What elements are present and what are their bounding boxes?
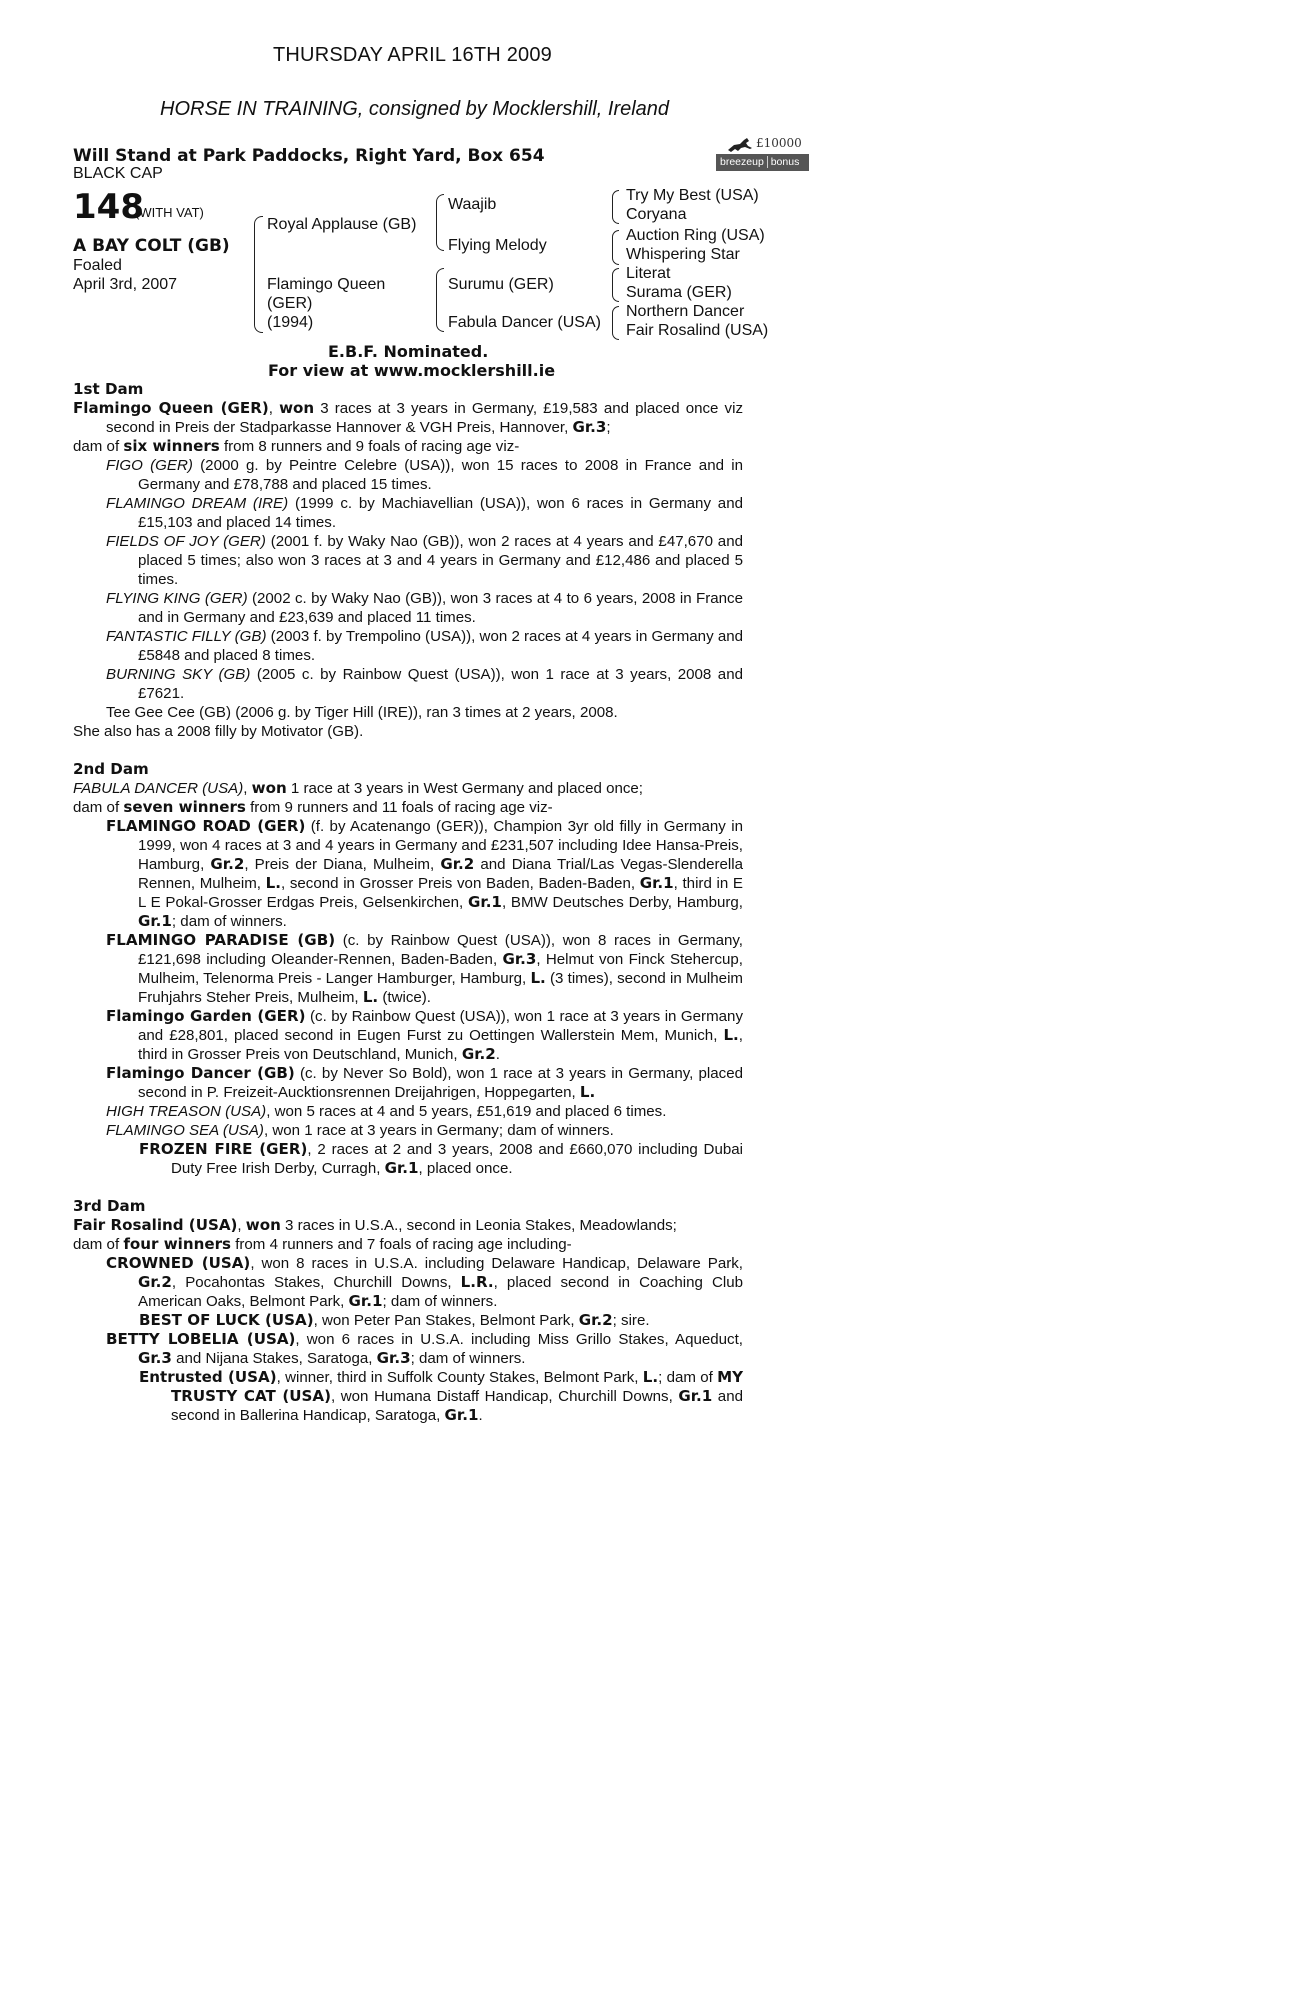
- logo-breezeup-text: breezeup: [720, 156, 764, 168]
- first-dam-also: She also has a 2008 filly by Motivator (GB).: [73, 723, 364, 740]
- pedigree-dam-sire: Surumu (GER): [448, 276, 554, 293]
- list-item: HIGH TREASON (USA), won 5 races at 4 and 5 years, £51,619 and placed 6 times.: [106, 1103, 667, 1120]
- list-item: FLAMINGO PARADISE (GB) (c. by Rainbow Quest (USA)), won 8 races in Germany, £121,698 including Oleander-Rennen, Baden-Baden, Gr.3, Helmut von Finck Stehercup, Mulheim, Telenorma Preis - Langer Hamburger, Hamburg, L. (3 times), second in Mulheim Fruhjahrs Steher Preis, Mulheim, L. (twice).: [106, 931, 743, 1006]
- pedigree-dam-line2: (GER): [267, 295, 313, 312]
- list-item: FROZEN FIRE (GER), 2 races at 2 and 3 years, 2008 and £660,070 including Dubai Duty Free Irish Derby, Curragh, Gr.1, placed once.: [139, 1140, 743, 1177]
- second-dam-summary: FABULA DANCER (USA), won 1 race at 3 years in West Germany and placed once;: [73, 779, 643, 797]
- list-item: Flamingo Dancer (GB) (c. by Never So Bold), won 1 race at 3 years in Germany, placed second in P. Freizeit-Aucktionsrennen Dreijahrigen, Hoppegarten, L.: [106, 1064, 744, 1101]
- foaled-date: April 3rd, 2007: [73, 276, 178, 293]
- lot-name: A BAY COLT (GB): [73, 236, 230, 256]
- pedigree-brace-g2: [612, 230, 619, 265]
- list-item: BETTY LOBELIA (USA), won 6 races in U.S.A. including Miss Grillo Stakes, Aqueduct, Gr.3 and Nijana Stakes, Saratoga, Gr.3; dam of winners.: [106, 1330, 743, 1367]
- vat-note: (WITH VAT): [135, 205, 204, 220]
- ebf-nominated: E.B.F. Nominated.: [328, 342, 489, 361]
- consignor-line: HORSE IN TRAINING, consigned by Mocklershill, Ireland: [160, 98, 670, 120]
- list-item: FIGO (GER) (2000 g. by Peintre Celebre (USA)), won 15 races to 2008 in France and in Germany and £78,788 and placed 15 times.: [106, 457, 743, 493]
- pedigree-ggs8: Fair Rosalind (USA): [626, 322, 769, 339]
- list-item: FLAMINGO ROAD (GER) (f. by Acatenango (GER)), Champion 3yr old filly in Germany in 1999, won 4 races at 3 and 4 years in Germany and £231,507 including Idee Hansa-Preis, Hamburg, Gr.2, Preis der Diana, Mulheim, Gr.2 and Diana Trial/Las Vegas-Slenderella Rennen, Mulheim, L., second in Grosser Preis von Baden, Baden-Baden, Gr.1, third in E L E Pokal-Grosser Erdgas Preis, Gelsenkirchen, Gr.1, BMW Deutsches Derby, Hamburg, Gr.1; dam of winners.: [106, 817, 743, 930]
- sale-date: THURSDAY APRIL 16TH 2009: [273, 44, 552, 66]
- list-item: BEST OF LUCK (USA), won Peter Pan Stakes, Belmont Park, Gr.2; sire.: [139, 1311, 650, 1329]
- pedigree-ggs2: Coryana: [626, 206, 687, 223]
- list-item: FIELDS OF JOY (GER) (2001 f. by Waky Nao (GB)), won 2 races at 4 years and £47,670 and placed 5 times; also won 3 races at 3 and 4 years in Germany and £12,486 and placed 5 times.: [106, 533, 743, 588]
- pedigree-sire-dam: Flying Melody: [448, 237, 547, 254]
- logo-bonus-text: bonus: [767, 156, 800, 168]
- catalogue-body: [73, 380, 743, 1425]
- second-dam-heading: 2nd Dam: [73, 760, 149, 778]
- list-item: Tee Gee Cee (GB) (2006 g. by Tiger Hill (IRE)), ran 3 times at 2 years, 2008.: [106, 704, 618, 721]
- list-item: FLAMINGO SEA (USA), won 1 race at 3 years in Germany; dam of winners.: [106, 1122, 614, 1139]
- pedigree-dam-line1: Flamingo Queen: [267, 276, 386, 293]
- pedigree-ggs6: Surama (GER): [626, 284, 732, 301]
- pedigree-sire: Royal Applause (GB): [267, 216, 417, 233]
- third-dam-produce-line: dam of four winners from 4 runners and 7 foals of racing age including-: [73, 1235, 572, 1253]
- list-item: FLYING KING (GER) (2002 c. by Waky Nao (GB)), won 3 races at 4 to 6 years, 2008 in France and in Germany and £23,639 and placed 11 times.: [106, 590, 743, 626]
- list-item: FLAMINGO DREAM (IRE) (1999 c. by Machiavellian (USA)), won 6 races in Germany and £15,103 and placed 14 times.: [106, 495, 743, 531]
- lot-number: 148: [73, 187, 144, 227]
- first-dam-produce-line: dam of six winners from 8 runners and 9 foals of racing age viz-: [73, 437, 520, 455]
- second-dam-produce-line: dam of seven winners from 9 runners and 11 foals of racing age viz-: [73, 798, 553, 816]
- list-item: CROWNED (USA), won 8 races in U.S.A. including Delaware Handicap, Delaware Park, Gr.2, Pocahontas Stakes, Churchill Downs, L.R., placed second in Coaching Club American Oaks, Belmont Park, Gr.1; dam of winners.: [106, 1254, 743, 1310]
- pedigree-sire-sire: Waajib: [448, 196, 497, 213]
- foaled-label: Foaled: [73, 257, 122, 274]
- logo-bar: [716, 154, 809, 171]
- first-dam-heading: 1st Dam: [73, 380, 144, 398]
- breezeup-bonus-logo: [716, 136, 809, 174]
- pedigree-ggs4: Whispering Star: [626, 246, 740, 263]
- pedigree-ggs1: Try My Best (USA): [626, 187, 759, 204]
- third-dam-summary: Fair Rosalind (USA), won 3 races in U.S.A., second in Leonia Stakes, Meadowlands;: [73, 1216, 677, 1234]
- list-item: BURNING SKY (GB) (2005 c. by Rainbow Quest (USA)), won 1 race at 3 years, 2008 and £7621.: [106, 666, 743, 702]
- pedigree-brace-main: [254, 216, 263, 333]
- pedigree-brace-sire: [436, 194, 444, 251]
- third-dam-heading: 3rd Dam: [73, 1197, 146, 1215]
- bonus-amount: £10000: [756, 136, 802, 150]
- pedigree-brace-g4: [612, 306, 619, 340]
- pedigree-brace-dam: [436, 268, 444, 332]
- view-note: For view at www.mocklershill.ie: [268, 361, 556, 380]
- pedigree-ggs3: Auction Ring (USA): [626, 227, 765, 244]
- list-item: Entrusted (USA), winner, third in Suffolk County Stakes, Belmont Park, L.; dam of MY TRUSTY CAT (USA), won Humana Distaff Handicap, Churchill Downs, Gr.1 and second in Ballerina Handicap, Saratoga, Gr.1.: [139, 1368, 744, 1424]
- pedigree-brace-g3: [612, 268, 619, 302]
- pedigree-dam-dam: Fabula Dancer (USA): [448, 314, 601, 331]
- horse-rider-icon: [726, 136, 756, 154]
- list-item: Flamingo Garden (GER) (c. by Rainbow Quest (USA)), won 1 race at 3 years in Germany and £28,801, placed second in Eugen Furst zu Oettingen Wallerstein Mem, Munich, L., third in Grosser Preis von Deutschland, Munich, Gr.2.: [106, 1007, 743, 1063]
- pedigree-brace-g1: [612, 190, 619, 224]
- cap-colour: BLACK CAP: [73, 165, 163, 182]
- pedigree-ggs5: Literat: [626, 265, 671, 282]
- first-dam-summary: Flamingo Queen (GER), won 3 races at 3 years in Germany, £19,583 and placed once viz second in Preis der Stadparkasse Hannover & VGH Preis, Hannover, Gr.3;: [73, 399, 743, 436]
- list-item: FANTASTIC FILLY (GB) (2003 f. by Trempolino (USA)), won 2 races at 4 years in Germany and £5848 and placed 8 times.: [106, 628, 743, 664]
- pedigree-ggs7: Northern Dancer: [626, 303, 745, 320]
- pedigree-dam-line3: (1994): [267, 314, 314, 331]
- stand-location: Will Stand at Park Paddocks, Right Yard, Box 654: [73, 146, 545, 166]
